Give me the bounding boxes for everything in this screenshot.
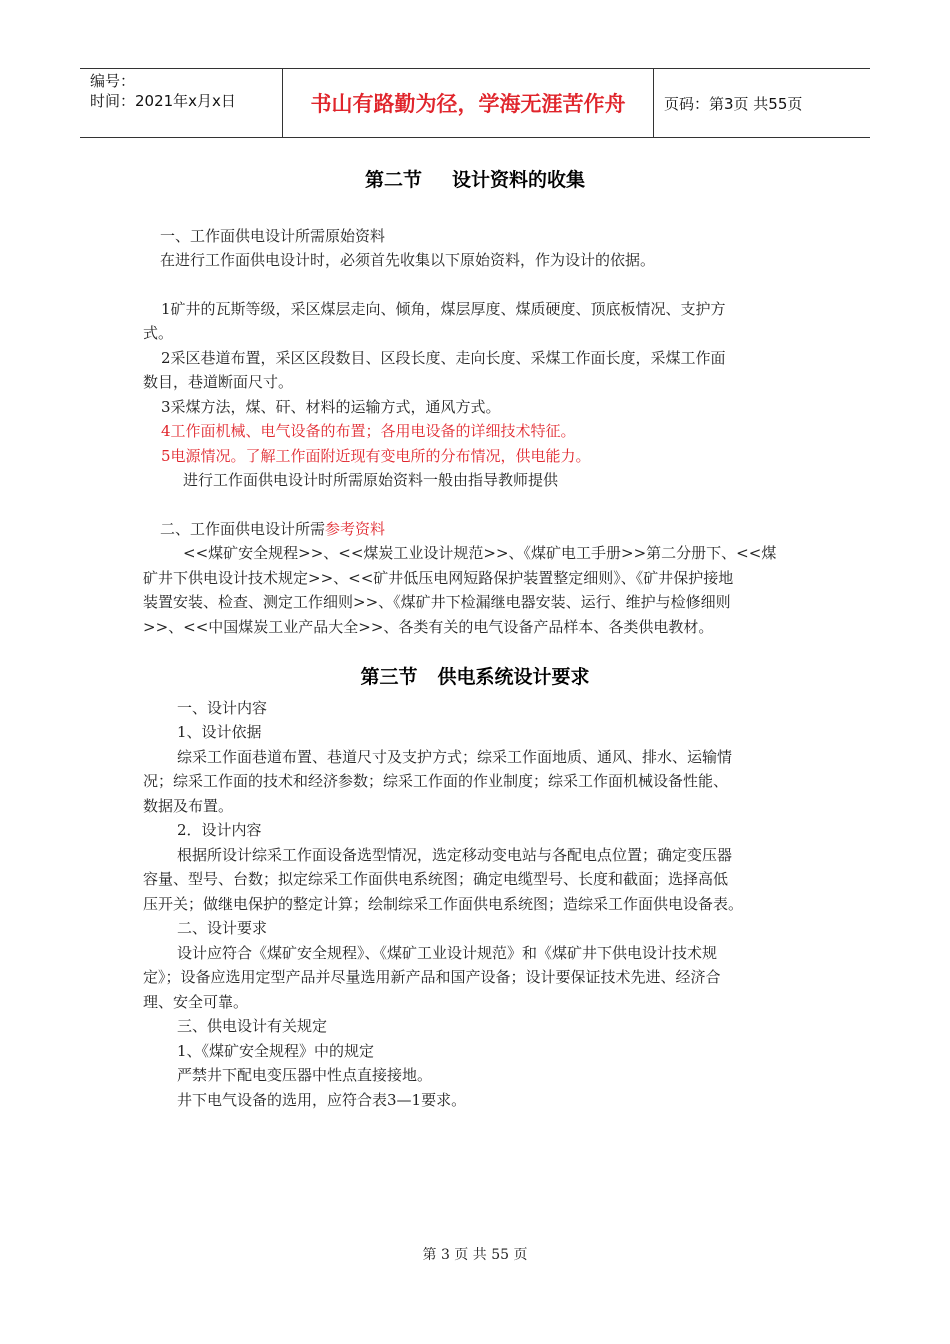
- section-2-heading: [143, 168, 807, 193]
- page-footer: 第 3 页 共 55 页: [422, 1247, 528, 1263]
- references-line: >>、<<中国煤炭工业产品大全>>、各类有关的电气设备产品样本、各类供电教材。: [143, 617, 714, 636]
- paragraph: 容量、型号、台数；拟定综采工作面供电系统图；确定电缆型号、长度和截面；选择高低: [143, 870, 729, 888]
- section-2-title: 设计资料的收集: [452, 169, 586, 191]
- subsection-title: 一、工作面供电设计所需原始资料: [160, 226, 386, 245]
- list-item-highlighted: 4工作面机械、电气设备的布置；各用电设备的详细技术特征。: [161, 422, 576, 440]
- section-3-heading: [143, 665, 807, 690]
- reference-materials-label: 参考资料: [325, 519, 386, 538]
- document-body: [143, 168, 807, 1112]
- list-item: 1矿井的瓦斯等级，采区煤层走向、倾角，煤层厚度、煤质硬度、顶底板情况、支护方: [161, 299, 726, 318]
- paragraph: 压开关；做继电保护的整定计算；绘制综采工作面供电系统图；造综采工作面供电设备表。: [143, 894, 744, 913]
- note-paragraph: 进行工作面供电设计时所需原始资料一般由指导教师提供: [183, 471, 559, 489]
- references-line: 矿井下供电设计技术规定>>、<<矿井低压电网短路保护装置整定细则》、《矿井保护接地: [143, 568, 734, 587]
- list-item: 2采区巷道布置，采区区段数目、区段长度、走向长度、采煤工作面长度，采煤工作面: [161, 348, 726, 367]
- subsection-title: 一、设计内容: [177, 698, 268, 717]
- paragraph: 理、安全可靠。: [143, 992, 249, 1011]
- paragraph: 根据所设计综采工作面设备选型情况，选定移动变电站与各配电点位置；确定变压器: [177, 845, 733, 864]
- header-meta: [80, 69, 282, 137]
- header-motto: 书山有路勤为径，学海无涯苦作舟: [282, 69, 654, 137]
- list-item-continuation: 式。: [143, 324, 174, 342]
- paragraph: 综采工作面巷道布置、巷道尺寸及支护方式；综采工作面地质、通风、排水、运输情: [177, 747, 733, 766]
- paragraph: 况；综采工作面的技术和经济参数；综采工作面的作业制度；综采工作面机械设备性能、: [143, 772, 729, 790]
- list-item-continuation: 数目，巷道断面尺寸。: [143, 373, 294, 391]
- section-2-number: 第二节: [364, 169, 422, 191]
- paragraph: 设计应符合《煤矿安全规程》、《煤矿工业设计规范》和《煤矿井下供电设计技术规: [177, 943, 718, 962]
- subsection-title: 二、设计要求: [177, 919, 268, 937]
- item-title: 2．设计内容: [177, 821, 262, 839]
- list-item: 3采煤方法，煤、矸、材料的运输方式，通风方式。: [161, 397, 501, 416]
- page-header: [80, 68, 870, 138]
- section-3-number: 第三节: [360, 666, 418, 688]
- time-label: 时间：2021年x月x日: [90, 92, 236, 110]
- subsection-title-text: 二、工作面供电设计所需: [160, 519, 326, 538]
- subsection-title: 三、供电设计有关规定: [177, 1017, 328, 1035]
- subsection-title: [143, 517, 807, 542]
- paragraph: 井下电气设备的选用，应符合表3—1要求。: [177, 1090, 467, 1109]
- number-label: 编号：: [90, 72, 136, 90]
- spacer: [143, 493, 807, 517]
- list-item-highlighted: 5电源情况。了解工作面附近现有变电所的分布情况，供电能力。: [161, 446, 591, 465]
- section-3-title: 供电系统设计要求: [437, 666, 590, 688]
- header-page-info: 页码：第3页 共55页: [664, 94, 803, 113]
- spacer: [143, 273, 807, 297]
- references-line: <<煤矿安全规程>>、<<煤炭工业设计规范>>、《煤矿电工手册>>第二分册下、<<煤: [183, 544, 777, 562]
- paragraph: 在进行工作面供电设计时，必须首先收集以下原始资料，作为设计的依据。: [160, 251, 656, 269]
- paragraph: 定》；设备应选用定型产品并尽量选用新产品和国产设备；设计要保证技术先进、经济合: [143, 968, 721, 986]
- paragraph: 数据及布置。: [143, 796, 234, 815]
- item-title: 1、设计依据: [177, 723, 262, 741]
- references-line: 装置安装、检查、测定工作细则>>、《煤矿井下检漏继电器安装、运行、维护与检修细则: [143, 593, 731, 611]
- item-title: 1、《煤矿安全规程》中的规定: [177, 1041, 375, 1060]
- paragraph: 严禁井下配电变压器中性点直接接地。: [177, 1066, 433, 1084]
